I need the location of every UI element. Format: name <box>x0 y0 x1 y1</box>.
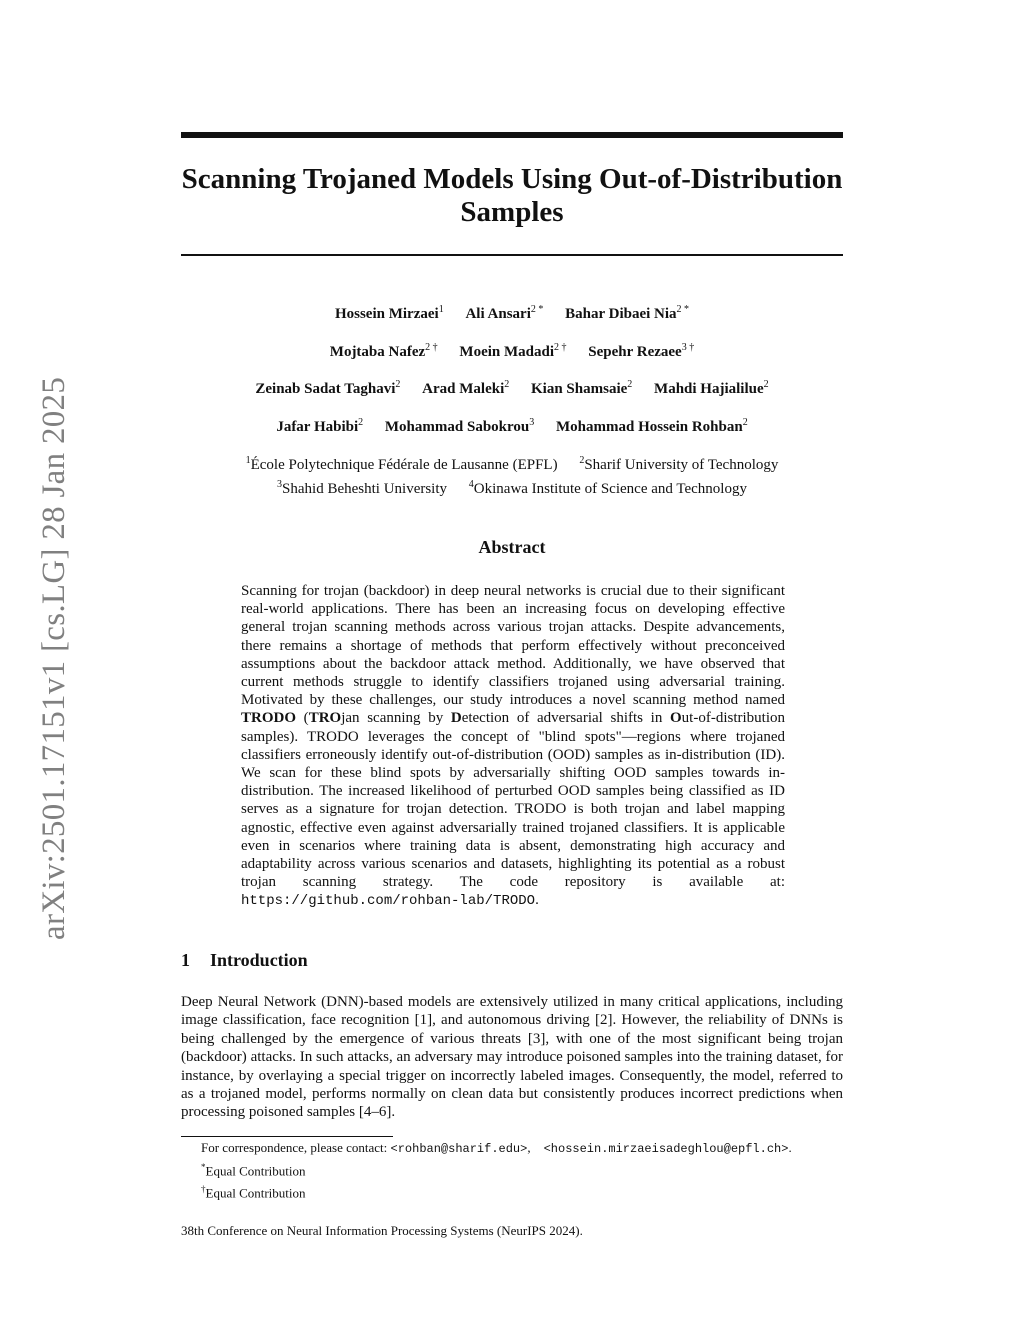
author <box>588 336 694 364</box>
paper-title: Scanning Trojaned Models Using Out-of-Distribution Samples <box>181 163 843 228</box>
footnote-mark: * <box>201 1162 206 1172</box>
author <box>255 373 400 401</box>
author-affiliation-mark: 2 <box>627 379 633 390</box>
introduction-text: Deep Neural Network (DNN)-based models are extensively utilized in many critical applications, including image classification, face recognition [1], and autonomous driving [2]. However, the reliability of DNNs is being challenged by the emergence of various threats [3], with one of the most significant being trojan (backdoor) attacks. In such attacks, an adversary may introduce poisoned samples into the training dataset, for instance, by overlaying a special trigger on incorrectly labeled images. Consequently, the model, referred to as a trojaned model, performs normally on clean data but consistently produces incorrect predictions when processing poisoned samples [4–6]. <box>181 994 843 1121</box>
author-name: Zeinab Sadat Taghavi <box>255 381 396 397</box>
author-name: Mojtaba Nafez <box>329 343 426 360</box>
abstract-part: jan scanning by <box>341 710 451 727</box>
author-name: Bahar Dibaei Nia <box>565 306 677 322</box>
footnote-equal-star <box>181 1158 881 1180</box>
author-name: Sepehr Rezaee <box>588 343 682 360</box>
abstract-heading: Abstract <box>478 537 546 557</box>
author-name: Moein Madadi <box>459 343 555 360</box>
author-affiliation-mark: 2 <box>504 379 510 390</box>
author <box>330 336 438 364</box>
author <box>565 298 689 326</box>
author-row <box>181 411 843 449</box>
arxiv-stamp: arXiv:2501.17151v1 [cs.LG] 28 Jan 2025 <box>36 376 72 940</box>
author-affiliation-mark: 1 <box>438 304 444 315</box>
author-affiliation-mark: 2 † <box>425 341 438 353</box>
author-row <box>181 336 843 374</box>
affiliation-name: Okinawa Institute of Science and Technology <box>473 481 747 497</box>
section-number: 1 <box>181 950 190 970</box>
author <box>531 373 632 401</box>
author-block <box>181 298 843 448</box>
author-name: Kian Shamsaie <box>531 381 628 397</box>
abstract-part: etection of adversarial shifts in <box>461 710 670 727</box>
affiliation-row <box>181 475 843 499</box>
author <box>465 298 543 326</box>
affiliation-name: Sharif University of Technology <box>584 457 779 473</box>
author-affiliation-mark: 2 <box>395 379 401 390</box>
affiliation <box>469 475 747 499</box>
author <box>385 411 534 439</box>
email-link[interactable]: <hossein.mirzaeisadeghlou@epfl.ch> <box>543 1142 789 1156</box>
author-affiliation-mark: 2 <box>358 416 364 428</box>
acronym-letter: D <box>450 710 462 727</box>
affiliation-mark: 2 <box>579 455 585 466</box>
author-name: Ali Ansari <box>465 306 531 322</box>
title-top-rule <box>181 132 843 138</box>
affiliation-name: Shahid Beheshti University <box>282 481 448 497</box>
author-name: Mohammad Sabokrou <box>384 418 530 435</box>
affiliation <box>246 451 558 475</box>
author-name: Hossein Mirzaei <box>334 306 439 322</box>
author <box>422 373 509 401</box>
abstract-part: Scanning for trojan (backdoor) in deep neural networks is crucial due to their significant real-world applications. There has been an increasing focus on developing effective general trojan scanning methods across various trojan attacks. Despite advancements, there remains a shortage of methods that perform effectively without preconceived assumptions about the backdoor attack method. Additionally, we have observed that current methods struggle to identify classifiers trojaned using adversarial training. Motivated by these challenges, our study introduces a novel scanning method named <box>241 583 785 709</box>
acronym-letter: O <box>670 710 682 727</box>
acronym-letter: TRO <box>308 710 342 727</box>
footnote-contact <box>181 1139 881 1158</box>
footnote-text: For correspondence, please contact: <box>201 1140 391 1155</box>
author <box>276 411 363 439</box>
conference-note: 38th Conference on Neural Information Processing Systems (NeurIPS 2024). <box>181 1223 583 1238</box>
author-affiliation-mark: 2 † <box>554 341 567 353</box>
footnote-text: , <box>527 1140 544 1155</box>
email-link[interactable]: <rohban@sharif.edu> <box>390 1142 528 1156</box>
author-row <box>181 298 843 336</box>
footnote-rule <box>181 1136 393 1137</box>
affiliation <box>579 451 778 475</box>
abstract-text <box>241 582 785 911</box>
author-name: Mohammad Hossein Rohban <box>555 418 743 435</box>
abstract-part: ut-of-distribution samples). <box>241 710 785 745</box>
author-affiliation-mark: 3 <box>529 416 535 428</box>
abstract-part: TRODO leverages the concept of "blind spots"—regions where trojaned classifiers erroneously identify out-of-distribution (OOD) samples as in-distribution (ID). We scan for these blind spots by adversarially shifting OOD samples towards in-distribution. The increased likelihood of perturbed OOD samples being classified as ID serves as a signature for trojan detection. TRODO is both trojan and label mapping agnostic, effective even against adversarially trained trojaned classifiers. It is applicable even in scenarios where training data is absent, demonstrating high accuracy and adaptability across various scenarios and datasets, highlighting its potential as a robust trojan scanning strategy. The code repository is available at: <box>241 728 785 891</box>
author-affiliation-mark: 2 <box>742 416 748 428</box>
author-name: Jafar Habibi <box>276 418 359 435</box>
abstract-part: . <box>535 892 539 909</box>
author-affiliation-mark: 2 <box>763 379 769 390</box>
affiliation-mark: 1 <box>245 455 251 466</box>
section-heading <box>181 950 308 971</box>
affiliations <box>181 451 843 499</box>
author-affiliation-mark: 3 † <box>681 341 695 353</box>
author <box>654 373 769 401</box>
affiliation-mark: 4 <box>468 479 474 490</box>
author <box>459 336 566 364</box>
footnote-text: Equal Contribution <box>205 1185 306 1201</box>
section-title: Introduction <box>210 950 308 970</box>
affiliation <box>277 475 447 499</box>
footnote-text: . <box>788 1140 792 1155</box>
abstract-part: ( <box>296 710 309 727</box>
affiliation-mark: 3 <box>277 479 283 490</box>
author-name: Mahdi Hajialilue <box>654 381 764 397</box>
footnote-equal-dagger <box>181 1180 881 1202</box>
method-name: TRODO <box>241 710 297 727</box>
author-row <box>181 373 843 411</box>
author <box>335 298 444 326</box>
author <box>556 411 748 439</box>
author-affiliation-mark: 2 * <box>676 304 690 315</box>
author-affiliation-mark: 2 * <box>530 304 544 315</box>
footnotes <box>181 1139 881 1203</box>
footnote-text: Equal Contribution <box>205 1163 306 1179</box>
affiliation-row <box>181 451 843 475</box>
footnote-mark: † <box>201 1184 206 1195</box>
author-name: Arad Maleki <box>422 381 505 397</box>
repo-link[interactable]: https://github.com/rohban-lab/TRODO <box>241 893 536 910</box>
title-bottom-rule <box>181 254 843 256</box>
affiliation-name: École Polytechnique Fédérale de Lausanne (EPFL) <box>250 457 558 473</box>
